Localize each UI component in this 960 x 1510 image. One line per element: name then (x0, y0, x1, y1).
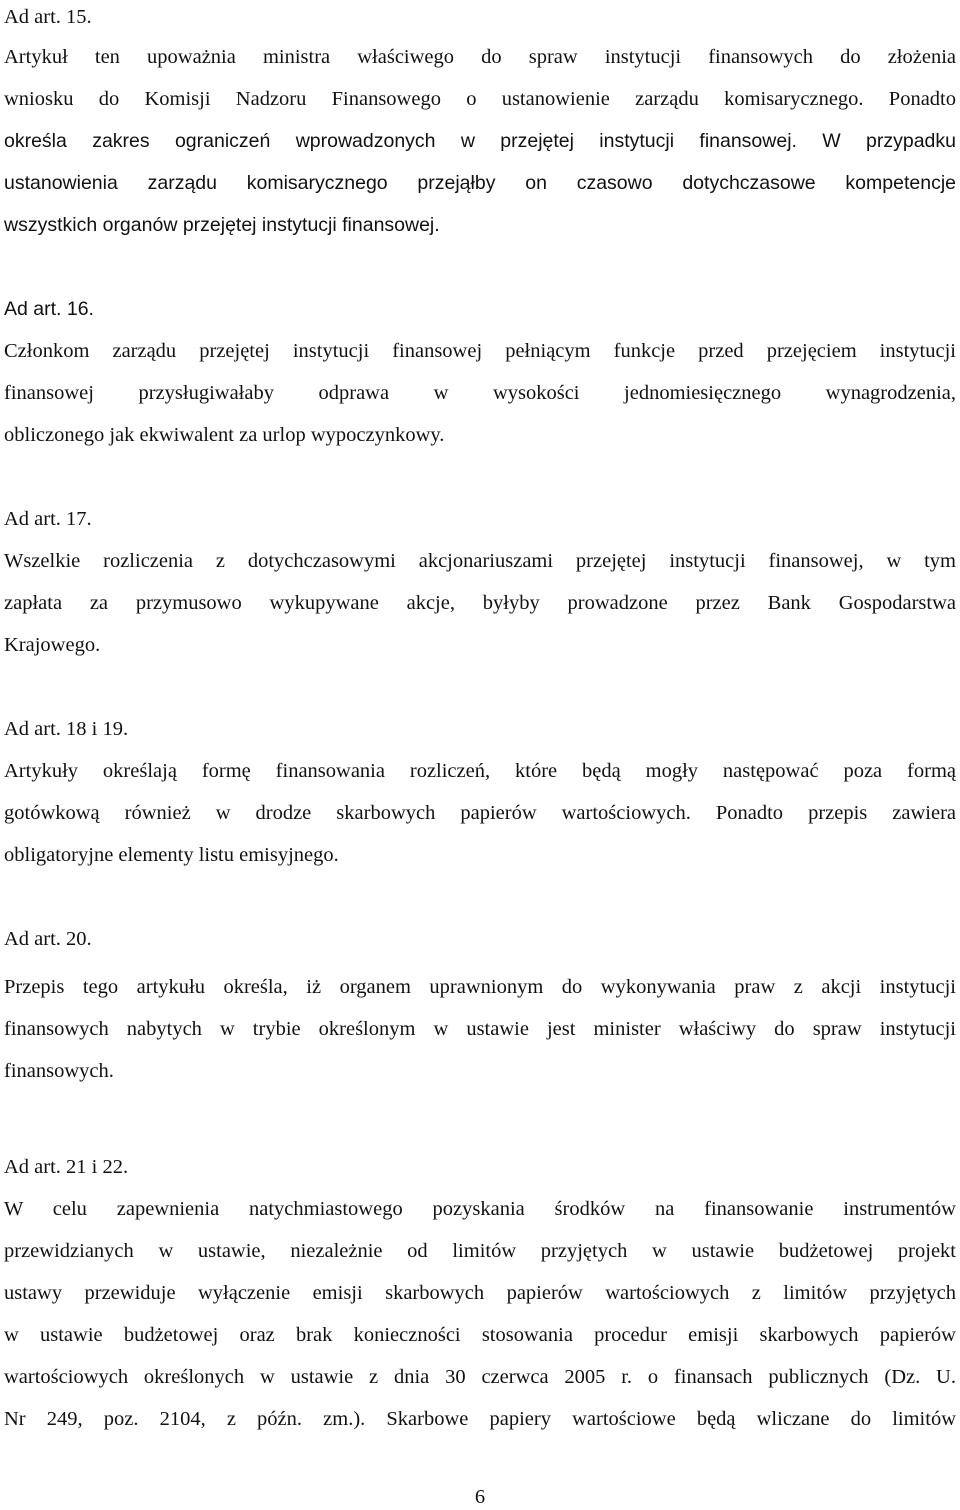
paragraph-line: finansowych nabytych w trybie określonym w ustawie jest minister właściwy do spraw instytucji (4, 1018, 956, 1040)
paragraph-line: wszystkich organów przejętej instytucji finansowej. (4, 214, 440, 236)
section-heading: Ad art. 18 i 19. (4, 718, 129, 740)
paragraph-line: Krajowego. (4, 634, 101, 656)
paragraph-line: wartościowych określonych w ustawie z dnia 30 czerwca 2005 r. o finansach publicznych (Dz. U. (4, 1366, 956, 1388)
paragraph-line: określa zakres ograniczeń wprowadzonych w przejętej instytucji finansowej. W przypadku (4, 130, 956, 152)
section-heading: Ad art. 20. (4, 928, 92, 950)
paragraph-line: finansowej przysługiwałaby odprawa w wysokości jednomiesięcznego wynagrodzenia, (4, 382, 956, 404)
section-heading: Ad art. 16. (4, 298, 94, 320)
paragraph-line: Członkom zarządu przejętej instytucji finansowej pełniącym funkcje przed przejęciem instytucji (4, 340, 956, 362)
paragraph-line: Artykuł ten upoważnia ministra właściwego do spraw instytucji finansowych do złożenia (4, 46, 956, 68)
section-heading: Ad art. 17. (4, 508, 92, 530)
section-heading: Ad art. 15. (4, 6, 92, 28)
section-heading: Ad art. 21 i 22. (4, 1156, 129, 1178)
paragraph-line: obligatoryjne elementy listu emisyjnego. (4, 844, 339, 866)
paragraph-line: Artykuły określają formę finansowania rozliczeń, które będą mogły następować poza formą (4, 760, 956, 782)
paragraph-line: Nr 249, poz. 2104, z późn. zm.). Skarbowe papiery wartościowe będą wliczane do limitów (4, 1408, 956, 1430)
paragraph-line: Przepis tego artykułu określa, iż organem uprawnionym do wykonywania praw z akcji instytucji (4, 976, 956, 998)
paragraph-line: wniosku do Komisji Nadzoru Finansowego o ustanowienie zarządu komisarycznego. Ponadto (4, 88, 956, 110)
page-number: 6 (474, 1486, 486, 1508)
paragraph-line: przewidzianych w ustawie, niezależnie od limitów przyjętych w ustawie budżetowej projekt (4, 1240, 956, 1262)
paragraph-line: obliczonego jak ekwiwalent za urlop wypoczynkowy. (4, 424, 445, 446)
paragraph-line: ustanowienia zarządu komisarycznego przejąłby on czasowo dotychczasowe kompetencje (4, 172, 956, 194)
paragraph-line: w ustawie budżetowej oraz brak konieczności stosowania procedur emisji skarbowych papierów (4, 1324, 956, 1346)
paragraph-line: Wszelkie rozliczenia z dotychczasowymi akcjonariuszami przejętej instytucji finansowej, w tym (4, 550, 956, 572)
paragraph-line: gotówkową również w drodze skarbowych papierów wartościowych. Ponadto przepis zawiera (4, 802, 956, 824)
paragraph-line: finansowych. (4, 1060, 114, 1082)
paragraph-line: zapłata za przymusowo wykupywane akcje, byłyby prowadzone przez Bank Gospodarstwa (4, 592, 956, 614)
paragraph-line: W celu zapewnienia natychmiastowego pozyskania środków na finansowanie instrumentów (4, 1198, 956, 1220)
paragraph-line: ustawy przewiduje wyłączenie emisji skarbowych papierów wartościowych z limitów przyjętych (4, 1282, 956, 1304)
